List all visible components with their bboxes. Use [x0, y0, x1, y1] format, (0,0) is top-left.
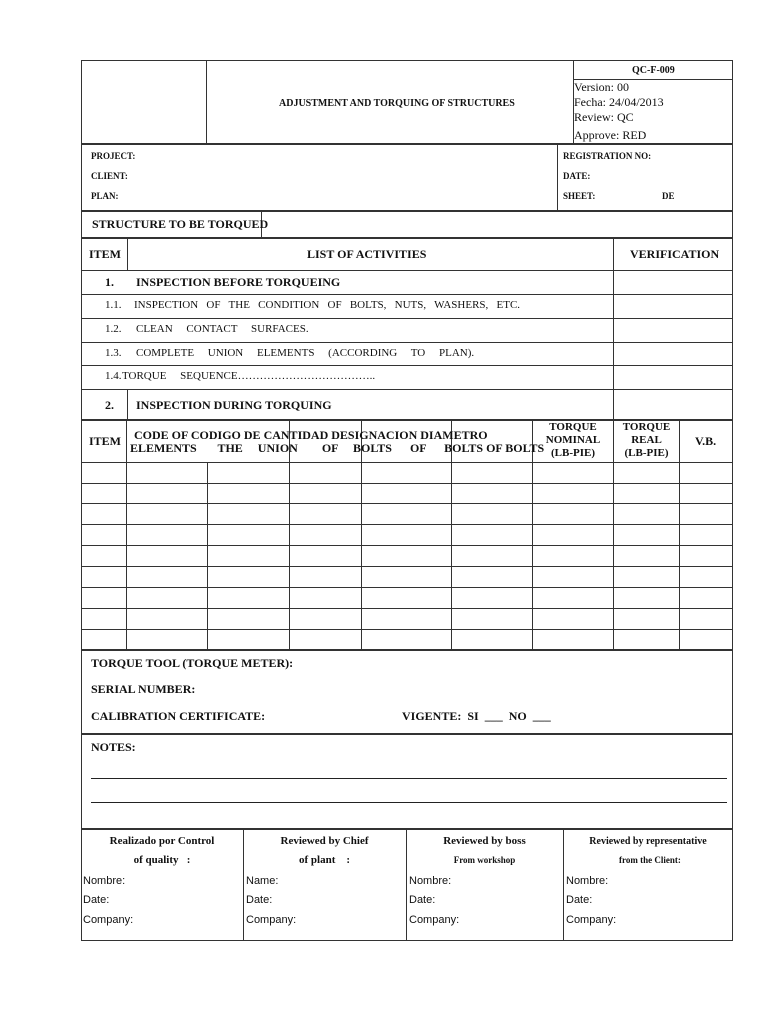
notes-line-2 [91, 802, 727, 803]
signature-2-date: Date: [246, 894, 273, 906]
section-1-title: INSPECTION BEFORE TORQUEING [136, 275, 341, 289]
signature-1-date: Date: [83, 894, 110, 906]
table-row [81, 545, 733, 546]
section-2-title: INSPECTION DURING TORQUING [136, 398, 332, 412]
section-1-number: 1. [105, 275, 114, 289]
table-row [81, 587, 733, 588]
activities-row-line-6 [81, 389, 733, 390]
activity-1-3-text: COMPLETE UNION ELEMENTS (ACCORDING TO PLAN). [136, 347, 475, 359]
activities-row-line-2 [81, 294, 733, 295]
client-label: CLIENT: [91, 171, 128, 181]
info-divider [557, 144, 558, 211]
col-item-header: ITEM [89, 247, 122, 261]
table-row [81, 629, 733, 630]
col-list-header: LIST OF ACTIVITIES [307, 247, 427, 261]
date-label: DATE: [563, 171, 591, 181]
signature-4-company: Company: [566, 914, 617, 926]
bolt-table-header-line [81, 462, 733, 463]
col-verification-header: VERIFICATION [630, 247, 720, 261]
bolt-header-nominal-2: NOMINAL [545, 434, 601, 446]
bolt-header-nominal-1: TORQUE [549, 421, 597, 433]
signature-2-title: Reviewed by Chief [280, 835, 369, 847]
signature-1-title: Realizado por Control [109, 835, 215, 847]
signature-1-company: Company: [83, 914, 134, 926]
notes-box [81, 734, 733, 829]
activity-1-2-text: CLEAN CONTACT SURFACES. [136, 323, 309, 335]
activities-item-divider [127, 238, 128, 270]
approve-text: Approve: RED [574, 128, 647, 142]
activities-item-divider-2 [127, 389, 128, 420]
logo-divider [206, 60, 207, 144]
table-row [81, 608, 733, 609]
structure-label: STRUCTURE TO BE TORQUED [92, 217, 269, 231]
activities-row-line-1 [81, 270, 733, 271]
activity-1-4-text: TORQUE SEQUENCE……………………………….. [122, 370, 376, 382]
signature-2-subtitle: of plant : [298, 854, 351, 866]
verification-divider [613, 238, 614, 420]
de-label: DE [662, 191, 675, 201]
torque-tool-label: TORQUE TOOL (TORQUE METER): [91, 656, 294, 670]
project-label: PROJECT: [91, 151, 136, 161]
activities-row-line-3 [81, 318, 733, 319]
table-row [81, 503, 733, 504]
activity-1-1-text: INSPECTION OF THE CONDITION OF BOLTS, NUTS, WASHERS, ETC. [134, 299, 521, 311]
serial-number-label: SERIAL NUMBER: [91, 682, 196, 696]
activity-1-1-number: 1.1. [105, 299, 122, 311]
bolt-header-codes-line2: ELEMENTS THE UNION OF BOLTS OF BOLTS OF BOLTS [130, 441, 545, 455]
review-text: Review: QC [574, 110, 634, 124]
activities-row-line-5 [81, 365, 733, 366]
bolt-header-vb: V.B. [695, 434, 717, 448]
notes-label: NOTES: [91, 740, 136, 754]
signature-3-title: Reviewed by boss [443, 835, 526, 847]
signature-3-subtitle: From workshop [453, 855, 516, 865]
bolt-col-line-2 [207, 462, 208, 650]
signature-2-company: Company: [246, 914, 297, 926]
calibration-label: CALIBRATION CERTIFICATE: [91, 709, 266, 723]
signature-3-company: Company: [409, 914, 460, 926]
form-code: QC-F-009 [632, 65, 675, 76]
signature-4-subtitle: from the Client: [619, 855, 681, 865]
fecha-text: Fecha: 24/04/2013 [574, 95, 664, 109]
bolt-header-codes-line1: CODE OF CODIGO DE CANTIDAD DESIGNACION DIAMETRO [134, 428, 488, 442]
signature-4-name: Nombre: [566, 875, 609, 887]
signature-4-date: Date: [566, 894, 593, 906]
table-row [81, 524, 733, 525]
table-row [81, 566, 733, 567]
version-text: Version: 00 [574, 80, 629, 94]
section-2-number: 2. [105, 398, 114, 412]
activity-1-3-number: 1.3. [105, 347, 122, 359]
bolt-header-real-2: REAL [631, 434, 662, 446]
vigente-label: VIGENTE: SI ___ NO ___ [402, 709, 551, 723]
form-title: ADJUSTMENT AND TORQUING OF STRUCTURES [279, 98, 515, 109]
signature-3-date: Date: [409, 894, 436, 906]
activity-1-2-number: 1.2. [105, 323, 122, 335]
registration-label: REGISTRATION NO: [563, 151, 652, 161]
bolt-header-nominal-3: (LB-PIE) [551, 447, 595, 459]
signature-1-name: Nombre: [83, 875, 126, 887]
bolt-header-item: ITEM [89, 434, 122, 448]
signature-3-name: Nombre: [409, 875, 452, 887]
signature-4-title: Reviewed by representative [589, 836, 707, 847]
bolt-header-real-3: (LB-PIE) [624, 447, 669, 459]
activity-1-4-number: 1.4. [105, 370, 122, 382]
table-row [81, 483, 733, 484]
signature-2-name: Name: [246, 875, 279, 887]
sheet-label: SHEET: [563, 191, 596, 201]
plan-label: PLAN: [91, 191, 119, 201]
notes-line-1 [91, 778, 727, 779]
signature-1-subtitle: of quality : [133, 854, 191, 866]
bolt-col-line-1 [126, 420, 127, 650]
activities-row-line-4 [81, 342, 733, 343]
bolt-col-line-8 [679, 420, 680, 650]
bolt-header-real-1: TORQUE [622, 421, 671, 433]
